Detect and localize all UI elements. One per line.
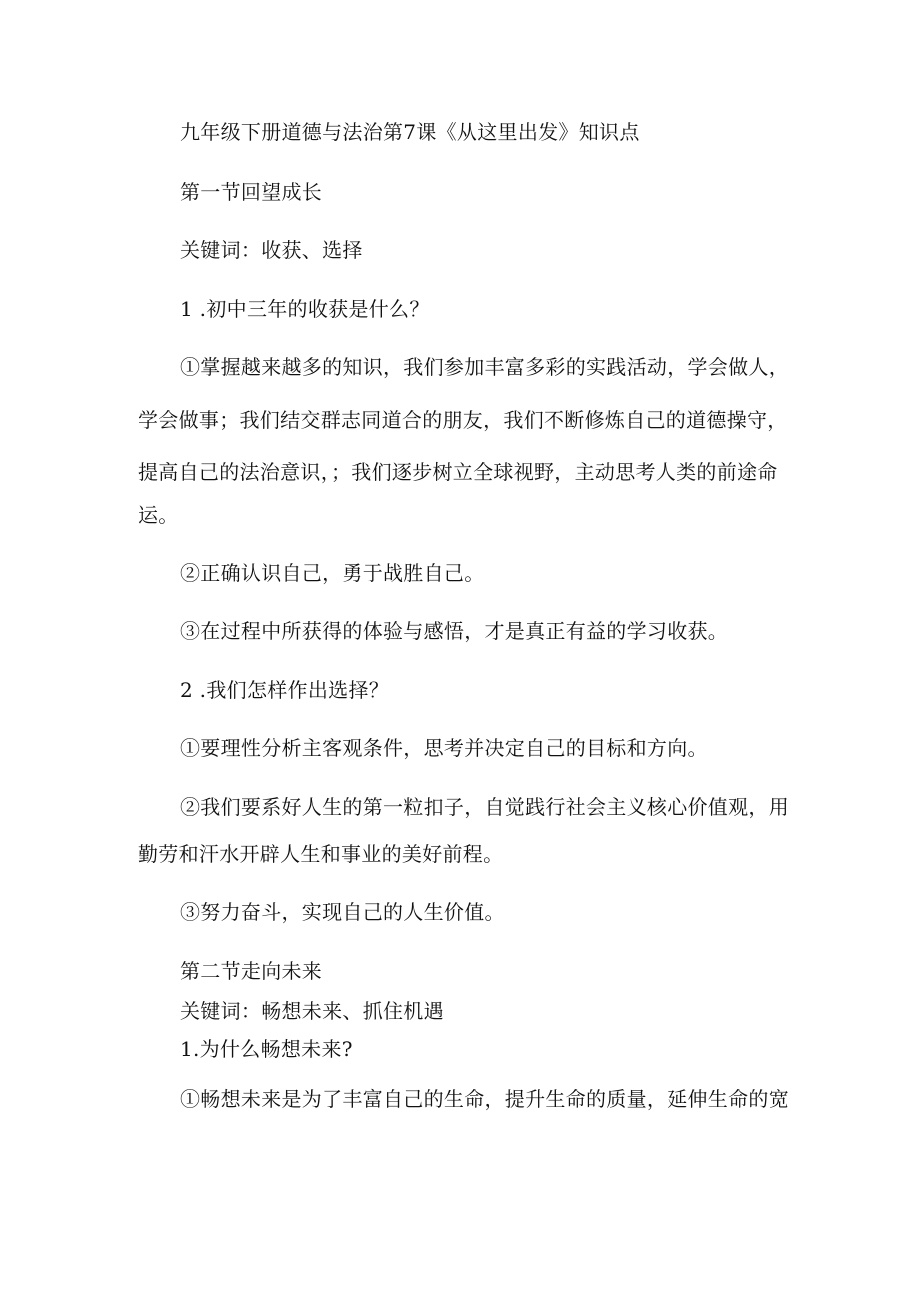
section1-q1-answer2: ②正确认识自己，勇于战胜自己。 <box>180 561 485 585</box>
section2-q1-answer1-line1: ①畅想未来是为了丰富自己的生命，提升生命的质量，延伸生命的宽 <box>180 1087 789 1111</box>
section1-q2-question: 2 .我们怎样作出选择？ <box>180 678 390 702</box>
section1-keywords: 关键词：收获、选择 <box>180 238 363 262</box>
section1-q1-answer1-line1: ①掌握越来越多的知识，我们参加丰富多彩的实践活动，学会做人， <box>180 355 789 379</box>
section2-heading: 第二节走向未来 <box>180 959 323 983</box>
section2-keywords: 关键词：畅想未来、抓住机遇 <box>180 999 444 1023</box>
section1-q1-question: 1 .初中三年的收获是什么？ <box>180 297 430 321</box>
section1-q2-answer3: ③努力奋斗，实现自己的人生价值。 <box>180 900 505 924</box>
document-title: 九年级下册道德与法治第7课《从这里出发》知识点 <box>180 120 640 144</box>
section1-q2-answer2-line1: ②我们要系好人生的第一粒扣子，自觉践行社会主义核心价值观，用 <box>180 795 789 819</box>
section1-heading: 第一节回望成长 <box>180 180 323 204</box>
section1-q1-answer1-line2: 学会做事；我们结交群志同道合的朋友，我们不断修炼自己的道德操守， <box>138 408 788 432</box>
section1-q1-answer1-line4: 运。 <box>138 503 179 527</box>
section1-q2-answer2-line2: 勤劳和汗水开辟人生和事业的美好前程。 <box>138 842 504 866</box>
section1-q2-answer1: ①要理性分析主客观条件，思考并决定自己的目标和方向。 <box>180 736 708 760</box>
section1-q1-answer3: ③在过程中所获得的体验与感悟，才是真正有益的学习收获。 <box>180 619 729 643</box>
section2-q1-question: 1.为什么畅想未来? <box>180 1037 353 1061</box>
section1-q1-answer1-line3: 提高自己的法治意识，；我们逐步树立全球视野，主动思考人类的前途命 <box>138 460 778 484</box>
